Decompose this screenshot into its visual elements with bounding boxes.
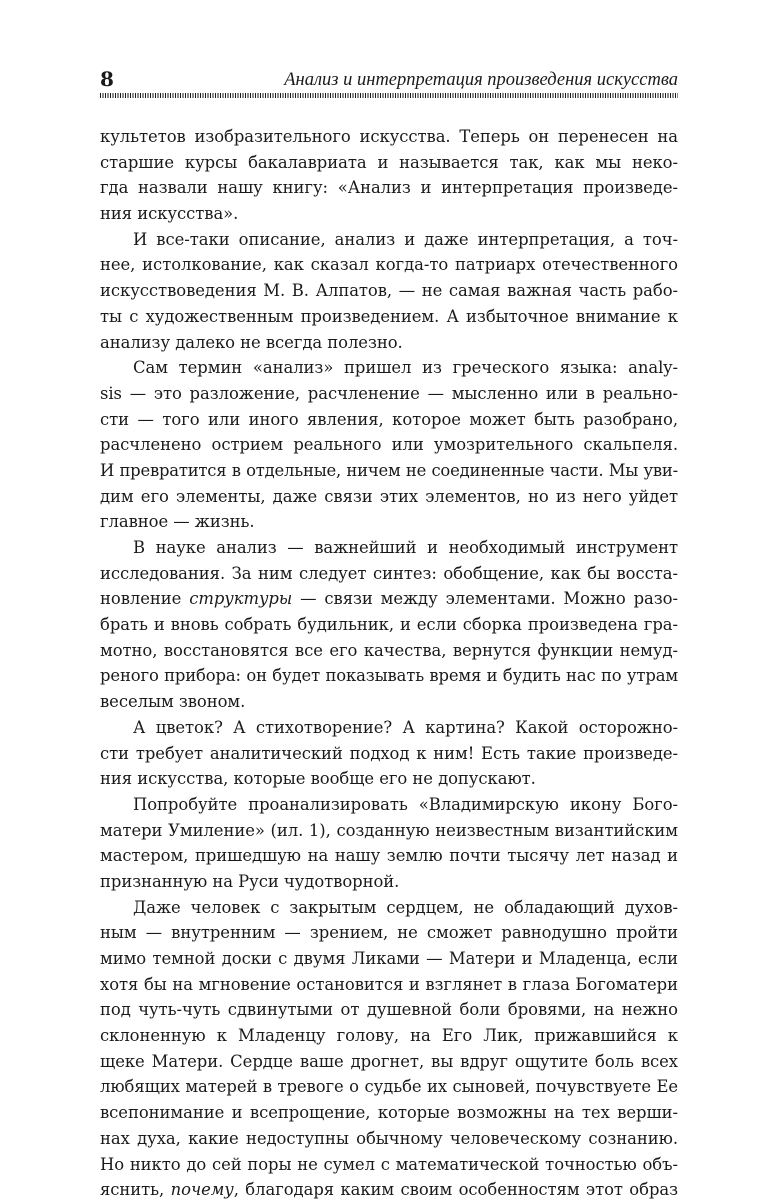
text-line: искусствоведения М. В. Алпатов, — не самая важная часть рабо- bbox=[100, 281, 678, 301]
text-line: склоненную к Младенцу голову, на Его Лик, прижавшийся к bbox=[100, 1026, 678, 1046]
text-segment: новление bbox=[100, 589, 190, 609]
body-text bbox=[100, 124, 678, 1203]
text-line: ния искусства, которые вообще его не допускают. bbox=[100, 769, 536, 789]
text-line: любящих матерей в тревоге о судьбе их сыновей, почувствуете Ее bbox=[100, 1077, 678, 1097]
text-line: признанную на Руси чудотворной. bbox=[100, 871, 400, 891]
text-line: ты с художественным произведением. А избыточное внимание к bbox=[100, 306, 678, 326]
text-line: веселым звоном. bbox=[100, 692, 246, 712]
text-line: А цветок? А стихотворение? А картина? Какой осторожно- bbox=[133, 717, 678, 737]
text-line: сти — того или иного явления, которое может быть разобрано, bbox=[100, 409, 678, 429]
text-line: расчленено острием реального или умозрительного скальпеля. bbox=[100, 435, 678, 455]
text-line: И превратится в отдельные, ничем не соединенные части. Мы уви- bbox=[100, 460, 678, 480]
text-line: щеке Матери. Сердце ваше дрогнет, вы вдруг ощутите боль всех bbox=[100, 1051, 678, 1071]
text-line: ния искусства». bbox=[100, 204, 239, 224]
text-line: анализу далеко не всегда полезно. bbox=[100, 332, 403, 352]
text-segment: яснить, bbox=[100, 1180, 171, 1200]
text-line: нах духа, какие недоступны обычному человеческому сознанию. bbox=[100, 1128, 678, 1148]
text-line: Попробуйте проанализировать «Владимирскую икону Бого- bbox=[133, 794, 678, 814]
text-line: sis — это разложение, расчленение — мысленно или в реально- bbox=[100, 383, 678, 403]
page-header bbox=[100, 66, 678, 92]
text-line: исследования. За ним следует синтез: обобщение, как бы восста- bbox=[100, 563, 678, 583]
text-line: мотно, восстановятся все его качества, вернутся функции немуд- bbox=[100, 640, 678, 660]
text-line: Но никто до сей поры не сумел с математической точностью объ- bbox=[100, 1154, 678, 1174]
text-line: В науке анализ — важнейший и необходимый инструмент bbox=[133, 538, 678, 557]
text-line: реного прибора: он будет показывать время и будить нас по утрам bbox=[100, 666, 678, 686]
text-line: культетов изобразительного искусства. Теперь он перенесен на bbox=[100, 127, 678, 146]
text-line: нее, истолкование, как сказал когда-то патриарх отечественного bbox=[100, 255, 678, 275]
text-segment: — связи между элементами. Можно разо- bbox=[292, 589, 678, 609]
text-line: Даже человек с закрытым сердцем, не обладающий духов- bbox=[133, 897, 678, 917]
text-line: хотя бы на мгновение остановится и взглянет в глаза Богоматери bbox=[100, 974, 678, 994]
text-segment: , благодаря каким своим особенностям этот образ bbox=[233, 1180, 678, 1200]
text-line: мимо темной доски с двумя Ликами — Матери и Младенца, если bbox=[100, 949, 678, 968]
page-number: 8 bbox=[100, 67, 114, 91]
text-line: Сам термин «анализ» пришел из греческого языка: analy- bbox=[133, 358, 678, 378]
text-line: ным — внутренним — зрением, не сможет равнодушно пройти bbox=[100, 923, 678, 943]
text-line bbox=[100, 1177, 678, 1203]
text-line: гда назвали нашу книгу: «Анализ и интерпретация произведе- bbox=[100, 178, 678, 198]
text-line: брать и вновь собрать будильник, и если сборка произведена гра- bbox=[100, 615, 678, 635]
emphasis-structure: структуры bbox=[189, 589, 293, 609]
running-title: Анализ и интерпретация произведения искусства bbox=[284, 70, 678, 90]
header-rule bbox=[100, 93, 678, 98]
text-line: главное — жизнь. bbox=[100, 512, 255, 532]
text-line: под чуть-чуть сдвинутыми от душевной боли бровями, на нежно bbox=[100, 1000, 678, 1020]
text-line: всепонимание и всепрощение, которые возможны на тех верши- bbox=[100, 1103, 678, 1123]
text-line: мастером, пришедшую на нашу землю почти тысячу лет назад и bbox=[100, 846, 678, 866]
text-line bbox=[100, 586, 678, 612]
emphasis-pochemu: почему bbox=[170, 1180, 234, 1200]
text-line: старшие курсы бакалавриата и называется так, как мы неко- bbox=[100, 152, 678, 172]
text-line: И все-таки описание, анализ и даже интерпретация, а точ- bbox=[133, 229, 678, 249]
text-line: дим его элементы, даже связи этих элементов, но из него уйдет bbox=[100, 486, 678, 506]
text-line: матери Умиление» (ил. 1), созданную неизвестным византийским bbox=[100, 820, 678, 840]
text-line: сти требует аналитический подход к ним! Есть такие произведе- bbox=[100, 743, 678, 763]
